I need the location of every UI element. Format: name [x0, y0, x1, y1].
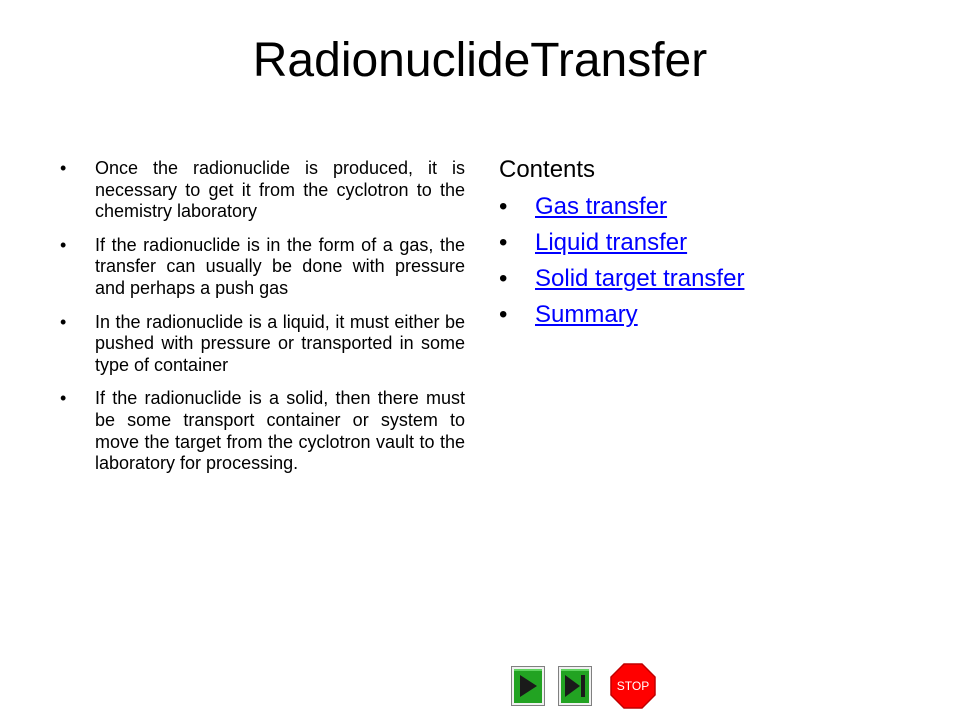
solid-target-transfer-link[interactable]: Solid target transfer: [535, 265, 745, 292]
stop-button[interactable]: [610, 663, 656, 709]
contents-heading: Contents: [499, 156, 596, 183]
last-slide-button[interactable]: [558, 666, 592, 706]
next-slide-button[interactable]: [511, 666, 545, 706]
body-bullet-text: In the radionuclide is a liquid, it must either be pushed with pressure or transported in some type of container: [95, 311, 465, 375]
body-bullet: [60, 235, 465, 300]
body-bullet-text: Once the radionuclide is produced, it is necessary to get it from the cyclotron to the chemistry laboratory: [95, 158, 465, 222]
bullet-glyph: •: [60, 311, 67, 332]
contents-list: [499, 192, 899, 329]
body-bullet-text: If the radionuclide is a solid, then there must be some transport container or system to move the target from the cyclotron vault to the laboratory for processing.: [95, 388, 465, 474]
bullet-glyph: •: [499, 301, 508, 328]
contents-item: [499, 228, 899, 257]
play-triangle-icon: [511, 666, 545, 706]
body-bullet-list: [60, 158, 465, 487]
stop-label: STOP: [616, 679, 650, 693]
body-bullet: [60, 312, 465, 377]
body-bullet: [60, 388, 465, 474]
contents-item: [499, 264, 899, 293]
bullet-glyph: •: [60, 158, 67, 178]
contents-item: [499, 192, 899, 221]
gas-transfer-link[interactable]: Gas transfer: [535, 193, 668, 220]
bullet-glyph: •: [499, 193, 508, 220]
body-bullet: [60, 158, 465, 223]
bullet-glyph: •: [499, 265, 508, 292]
bullet-glyph: •: [60, 388, 67, 409]
summary-link[interactable]: Summary: [535, 301, 638, 328]
skip-to-end-icon: [558, 666, 592, 706]
contents-panel: [499, 155, 899, 336]
bullet-glyph: •: [499, 229, 508, 256]
bullet-glyph: •: [60, 234, 67, 255]
contents-item: [499, 300, 899, 329]
liquid-transfer-link[interactable]: Liquid transfer: [535, 229, 688, 256]
body-bullet-text: If the radionuclide is in the form of a gas, the transfer can usually be done with pressure and perhaps a push gas: [95, 234, 465, 298]
slide-title: RadionuclideTransfer: [252, 34, 708, 87]
